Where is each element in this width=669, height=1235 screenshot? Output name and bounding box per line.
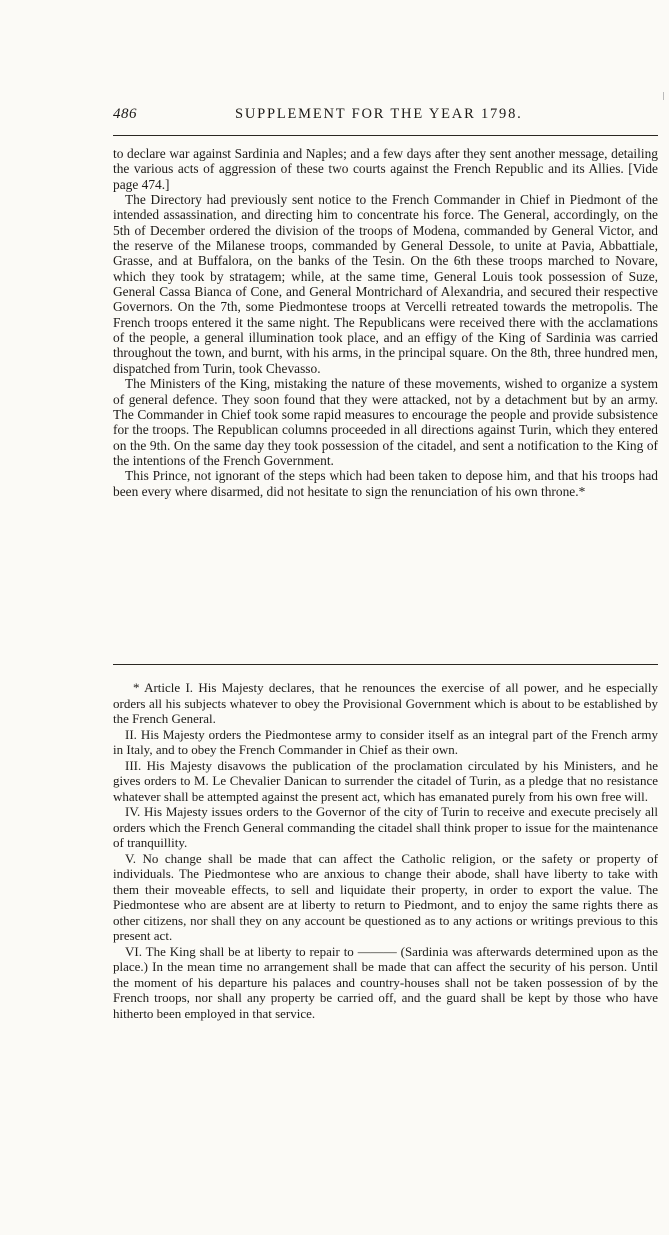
footnote-article: VI. The King shall be at liberty to repair to ——— (Sardinia was afterwards determined upon as the place.) In the mean time no arrangement shall be made that can affect the security of his person. Until the moment of his departure his palaces and country-houses shall not be taken possession of by the French troops, nor shall any property be carried off, and the guard shall be kept by those who have hitherto been employed in that service. — [113, 943, 658, 1021]
footnote-article: * Article I. His Majesty declares, that he renounces the exercise of all power, and he especially orders all his subjects whatever to obey the Provisional Government which is about to be established by the French General. — [113, 680, 658, 726]
paragraph: The Directory had previously sent notice to the French Commander in Chief in Piedmont of the intended assassination, and directing him to concentrate his force. The General, accordingly, on the 5th of December ordered the division of the troops of Modena, commanded by General Victor, and the reserve of the Milanese troops, commanded by General Dessole, to unite at Pavia, Abbattiale, Grasse, and at Buffalora, on the banks of the Tesin. On the 6th these troops marched to Novare, which they took by stratagem; while, at the same time, General Louis took possession of Suze, General Cassa Bianca of Cone, and General Montrichard of Alexandria, and secured their respective Governors. On the 7th, some Piedmontese troops at Vercelli retreated towards the metropolis. The French troops entered it the same night. The Republicans were received there with the acclamations of the people, a general illumination took place, and an effigy of the King of Sardinia was carried throughout the town, and burnt, with his arms, in the principal square. On the 8th, three hundred men, dispatched from Turin, took Chevasso. — [113, 192, 658, 376]
header-rule — [113, 135, 658, 136]
running-title: SUPPLEMENT FOR THE YEAR 1798. — [235, 106, 523, 122]
footnote-rule — [113, 664, 658, 665]
footnote-article: IV. His Majesty issues orders to the Governor of the city of Turin to receive and execute precisely all orders which the French General commanding the citadel shall think proper to issue for the maintenance of tranquillity. — [113, 804, 658, 850]
paragraph: to declare war against Sardinia and Naples; and a few days after they sent another message, detailing the various acts of aggression of these two courts against the French Republic and its Allies. [Vide page 474.] — [113, 146, 658, 192]
footnote-article: III. His Majesty disavows the publication of the proclamation circulated by his Ministers, and he gives orders to M. Le Chevalier Danican to surrender the citadel of Turin, as a pledge that no resistance whatever shall be attempted against the present act, which has emanated purely from his own free will. — [113, 757, 658, 804]
page-number: 486 — [113, 106, 137, 122]
paragraph: The Ministers of the King, mistaking the nature of these movements, wished to organize a system of general defence. They soon found that they were attacked, not by a detachment but by an army. The Commander in Chief took some rapid measures to encourage the people and provide subsistence for the troops. The Republican columns proceeded in all directions against Turin, which they entered on the 9th. On the same day they took possession of the citadel, and sent a notification to the King of the intentions of the French Government. — [113, 376, 658, 468]
paragraph: This Prince, not ignorant of the steps which had been taken to depose him, and that his troops had been every where disarmed, did not hesitate to sign the renunciation of his own throne.* — [113, 468, 658, 499]
footnote — [113, 680, 658, 1021]
footnote-article: V. No change shall be made that can affect the Catholic religion, or the safety or property of individuals. The Piedmontese who are anxious to change their abode, shall have liberty to take with them their moveable effects, to sell and liquidate their property, in order to export the value. The Piedmontese who are absent are at liberty to return to Piedmont, and to enjoy the same rights there as other citizens, nor shall they on any account be questioned as to any actions or writings previous to this present act. — [113, 850, 658, 943]
footnote-article: II. His Majesty orders the Piedmontese army to consider itself as an integral part of the French army in Italy, and to obey the French Commander in Chief as their own. — [113, 726, 658, 757]
margin-mark — [663, 92, 664, 100]
main-text — [113, 146, 658, 499]
page-header — [113, 106, 658, 128]
